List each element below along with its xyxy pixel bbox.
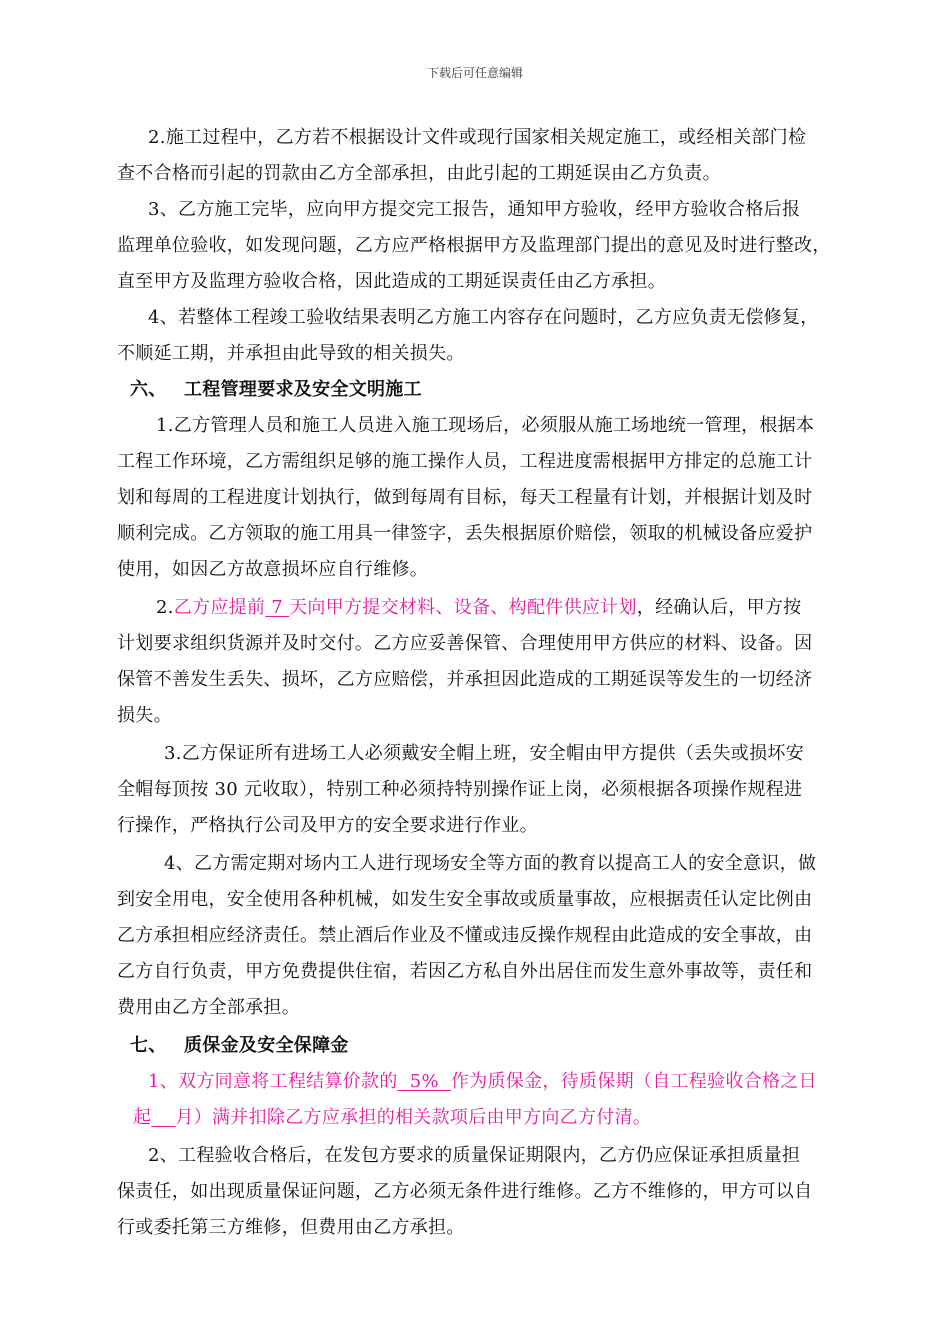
clause-6-1-line-2: 工程工作环境，乙方需组织足够的施工操作人员，工程进度需根据甲方排定的总施工计: [117, 451, 813, 472]
clause-7-1-text-a: 1、双方同意将工程结算价款的: [148, 1071, 398, 1092]
clause-6-2-highlight-a: 乙方应提前: [173, 597, 266, 618]
advance-days-blank: 7: [265, 597, 290, 618]
clause-6-1-line-5: 使用，如因乙方故意损坏应自行维修。: [117, 559, 429, 580]
warranty-months-blank: [151, 1107, 175, 1128]
clause-7-1-line-1: [148, 1070, 817, 1094]
clause-5-4-line-2: 不顺延工期，并承担由此导致的相关损失。: [117, 343, 465, 364]
clause-6-3-line-1: 3.乙方保证所有进场工人必须戴安全帽上班，安全帽由甲方提供（丢失或损坏安: [164, 743, 804, 764]
clause-6-4-line-1: 4、乙方需定期对场内工人进行现场安全等方面的教育以提高工人的安全意识，做: [164, 853, 817, 874]
clause-7-2-line-2: 保责任，如出现质量保证问题，乙方必须无条件进行维修。乙方不维修的，甲方可以自: [117, 1181, 813, 1202]
clause-5-3-line-3: 直至甲方及监理方验收合格，因此造成的工期延误责任由乙方承担。: [117, 271, 666, 292]
clause-7-1-text-b: 作为质保金，待质保期（自工程验收合格之日: [450, 1071, 817, 1092]
section-6-title: 工程管理要求及安全文明施工: [184, 379, 422, 400]
clause-6-4-line-3: 乙方承担相应经济责任。禁止酒后作业及不懂或违反操作规程由此造成的安全事故，由: [117, 925, 813, 946]
clause-5-4-line-1: 4、若整体工程竣工验收结果表明乙方施工内容存在问题时，乙方应负责无偿修复，: [148, 307, 819, 328]
retention-percent-blank: 5%: [397, 1071, 451, 1092]
clause-6-2-rest: ，经确认后，甲方按: [636, 597, 802, 618]
clause-5-2-line-2: 查不合格而引起的罚款由乙方全部承担，由此引起的工期延误由乙方负责。: [117, 163, 721, 184]
clause-6-4-line-2: 到安全用电，安全使用各种机械，如发生安全事故或质量事故，应根据责任认定比例由: [117, 889, 813, 910]
clause-7-1-text-d: 月）满并扣除乙方应承担的相关款项后由甲方向乙方付清。: [175, 1107, 652, 1128]
clause-5-3-line-2: 监理单位验收，如发现问题，乙方应严格根据甲方及监理部门提出的意见及时进行整改，: [117, 235, 831, 256]
clause-7-1-text-c: 起: [133, 1107, 152, 1128]
clause-6-1-line-4: 顺利完成。乙方领取的施工用具一律签字，丢失根据原价赔偿，领取的机械设备应爱护: [117, 523, 813, 544]
section-6-number: 六、: [130, 379, 167, 400]
clause-6-1-line-1: 1.乙方管理人员和施工人员进入施工现场后，必须服从施工场地统一管理，根据本: [156, 415, 815, 436]
clause-6-2-line-3: 保管不善发生丢失、损坏，乙方应赔偿，并承担因此造成的工期延误等发生的一切经济: [117, 669, 813, 690]
clause-5-2-line-1: 2.施工过程中，乙方若不根据设计文件或现行国家相关规定施工，或经相关部门检: [148, 127, 807, 148]
section-7-number: 七、: [130, 1035, 167, 1056]
clause-7-2-line-3: 行或委托第三方维修，但费用由乙方承担。: [117, 1217, 465, 1238]
clause-6-2-number: 2.: [156, 597, 174, 618]
page-header: 下载后可任意编辑: [426, 66, 523, 80]
clause-6-2-line-4: 损失。: [117, 705, 172, 726]
clause-7-2-line-1: 2、工程验收合格后，在发包方要求的质量保证期限内，乙方仍应保证承担质量担: [148, 1145, 801, 1166]
clause-7-1-line-2: [133, 1106, 651, 1130]
clause-6-2-line-1: [156, 596, 801, 620]
clause-6-2-highlight-b: 天向甲方提交材料、设备、构配件供应计划: [289, 597, 637, 618]
clause-6-4-line-5: 费用由乙方全部承担。: [117, 997, 300, 1018]
clause-6-3-line-2: 全帽每顶按 30 元收取），特别工种必须持特别操作证上岗，必须根据各项操作规程进: [117, 779, 803, 800]
section-7-title: 质保金及安全保障金: [184, 1035, 349, 1056]
clause-6-2-line-2: 计划要求组织货源并及时交付。乙方应妥善保管、合理使用甲方供应的材料、设备。因: [117, 633, 813, 654]
clause-6-1-line-3: 划和每周的工程进度计划执行，做到每周有目标，每天工程量有计划，并根据计划及时: [117, 487, 813, 508]
clause-6-3-line-3: 行操作，严格执行公司及甲方的安全要求进行作业。: [117, 815, 538, 836]
clause-6-4-line-4: 乙方自行负责，甲方免费提供住宿，若因乙方私自外出居住而发生意外事故等，责任和: [117, 961, 813, 982]
clause-5-3-line-1: 3、乙方施工完毕，应向甲方提交完工报告，通知甲方验收，经甲方验收合格后报: [148, 199, 801, 220]
